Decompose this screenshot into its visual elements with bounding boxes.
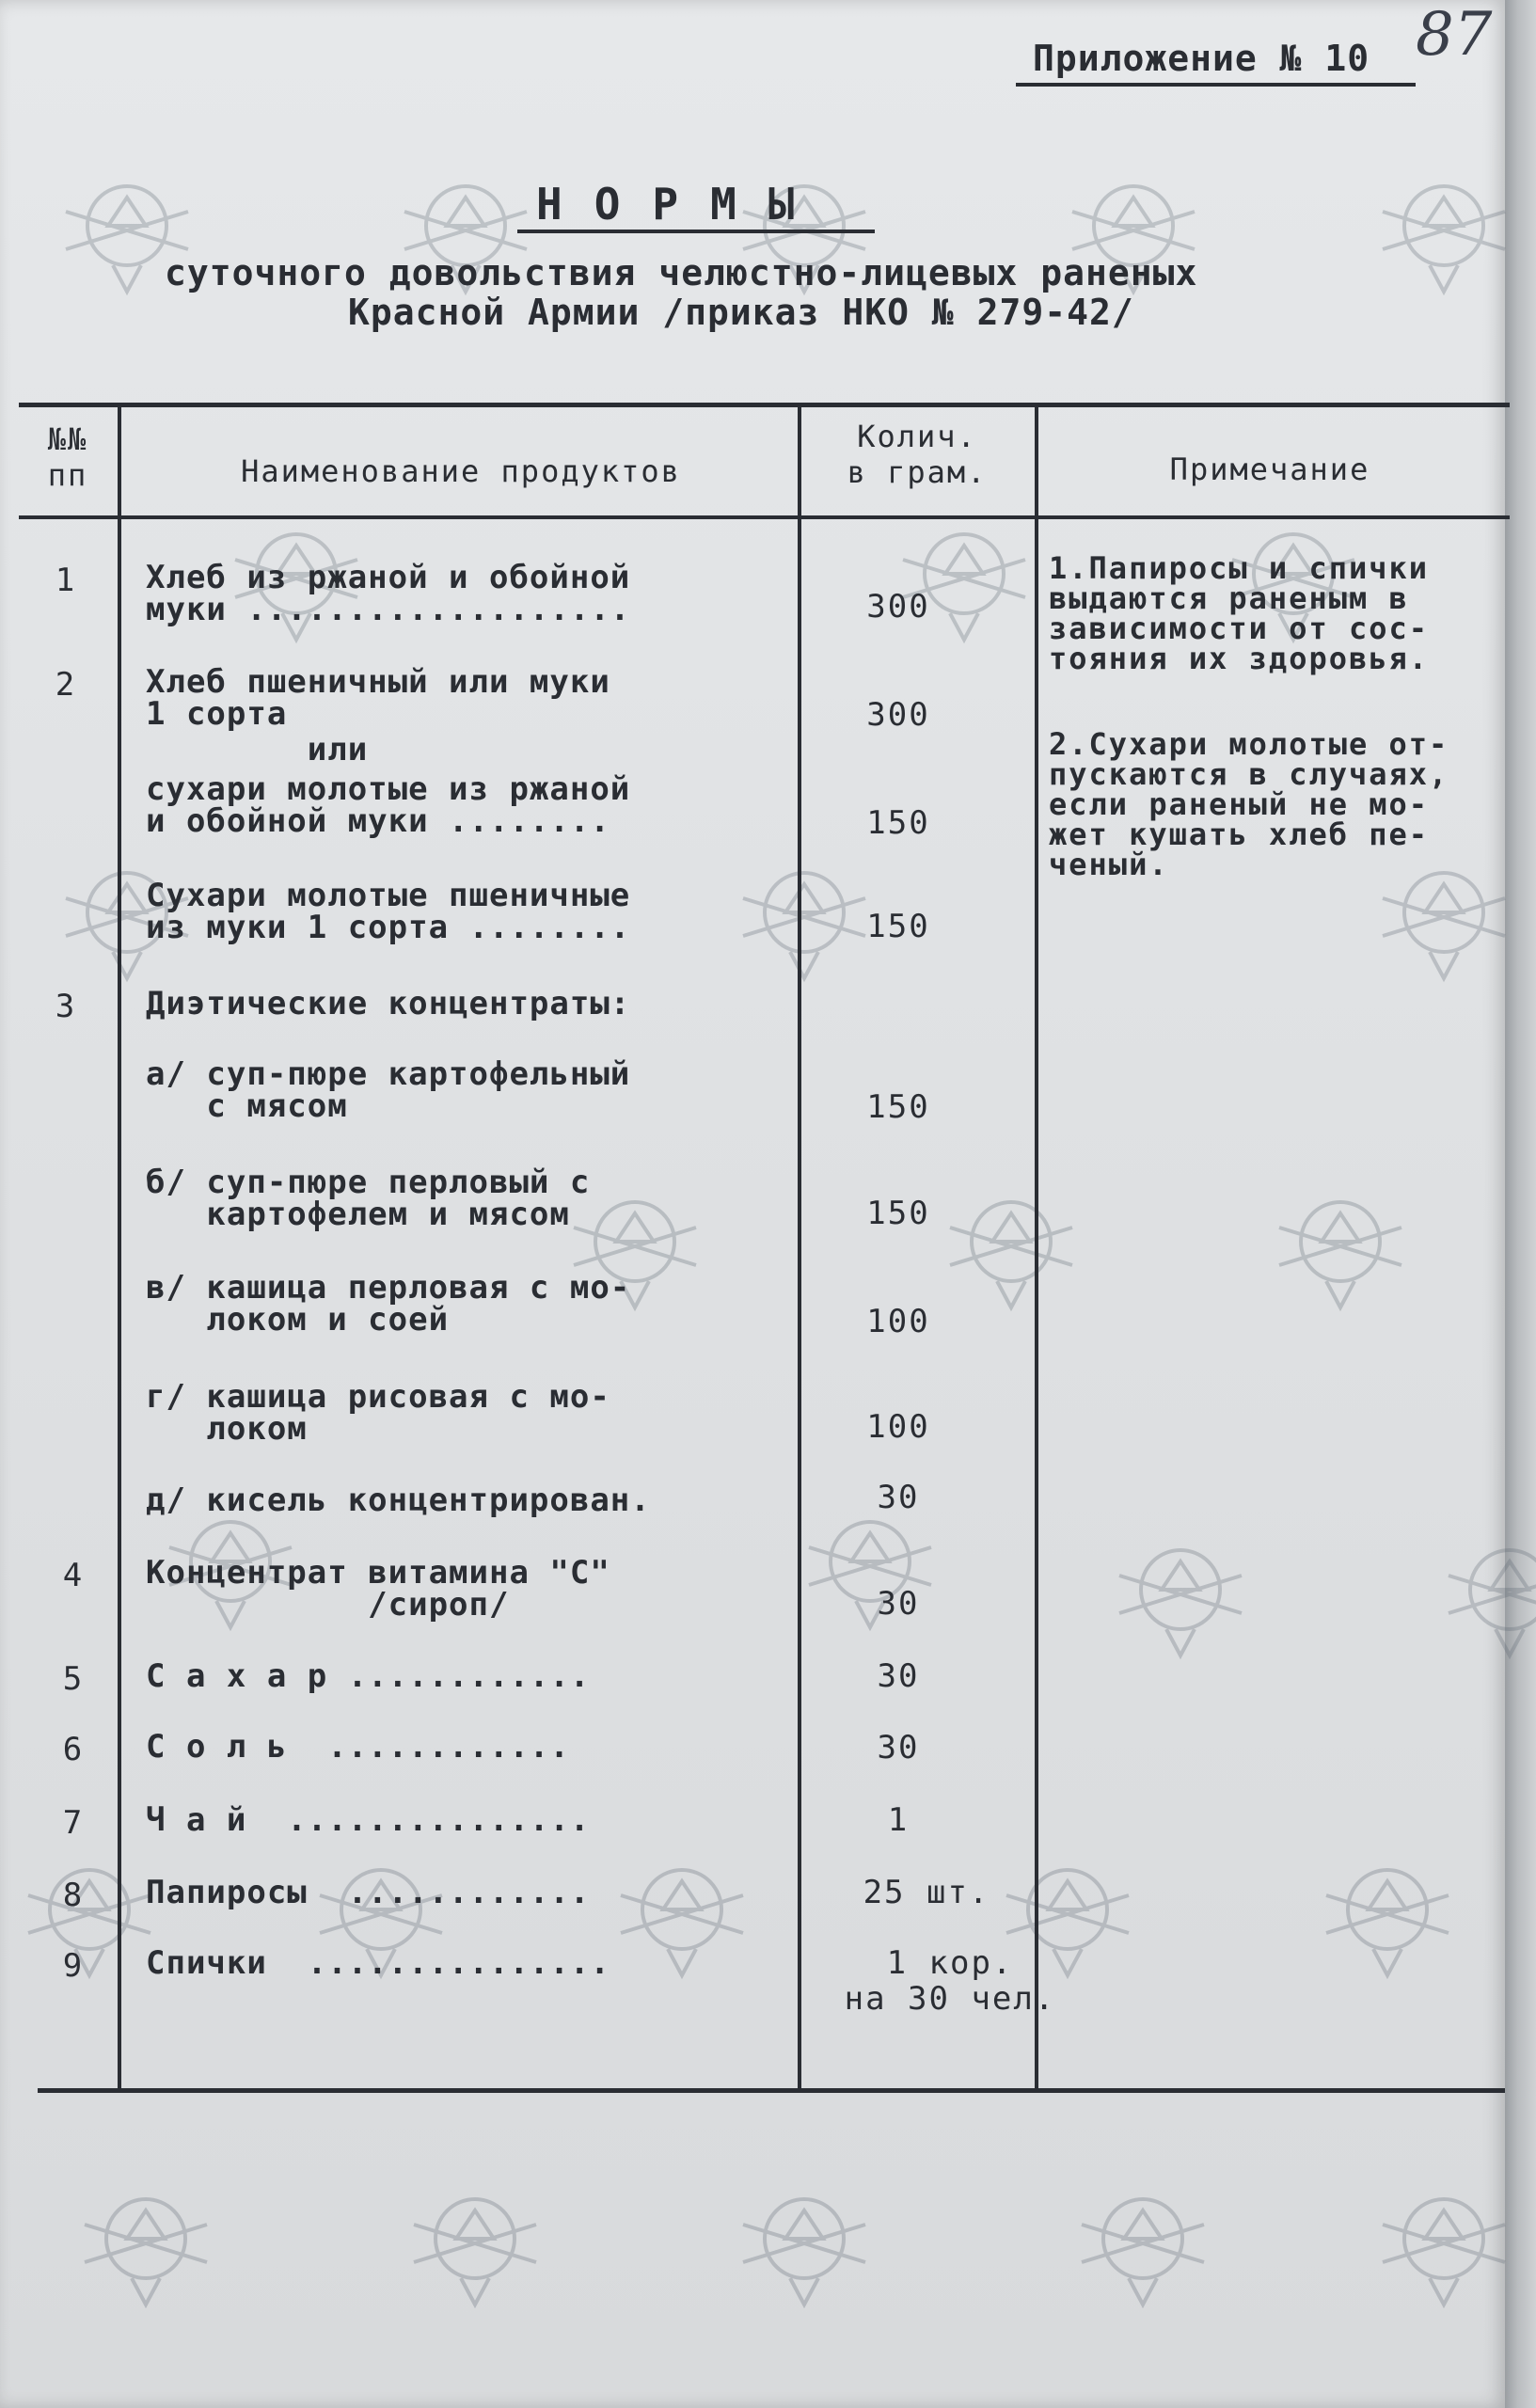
row-2b-name: сухари молотые из ржаной и обойной муки ........ bbox=[146, 770, 631, 840]
row-1-no: 1 bbox=[55, 562, 77, 599]
row-4-name: Концентрат витамина "С" /сироп/ bbox=[146, 1554, 610, 1624]
column-divider-qty bbox=[1035, 403, 1038, 2091]
row-9-no: 9 bbox=[62, 1947, 85, 1985]
archive-emblem-icon bbox=[1373, 2173, 1514, 2314]
table-top-border bbox=[19, 403, 1510, 407]
row-7-no: 7 bbox=[62, 1804, 85, 1842]
row-1-qty: 300 bbox=[866, 588, 930, 626]
archive-emblem-icon bbox=[75, 2173, 216, 2314]
row-2b-qty: 150 bbox=[866, 804, 930, 842]
row-7-qty: 1 bbox=[887, 1801, 910, 1839]
row-5-no: 5 bbox=[62, 1660, 85, 1698]
subtitle-line-2: Красной Армии /приказ НКО № 279-42/ bbox=[348, 292, 1134, 333]
subtitle-line-1: суточного довольствия челюстно-лицевых раненых bbox=[165, 252, 1198, 293]
archive-emblem-icon bbox=[404, 2173, 546, 2314]
column-divider-no bbox=[118, 403, 121, 2091]
row-3d-qty: 100 bbox=[866, 1408, 930, 1446]
archive-emblem-icon bbox=[1439, 1524, 1536, 1665]
row-2c-name: Сухари молотые пшеничные из муки 1 сорта ........ bbox=[146, 877, 631, 946]
archive-emblem-icon bbox=[611, 1844, 752, 1985]
row-8-no: 8 bbox=[62, 1877, 85, 1914]
row-2-or: или bbox=[146, 731, 369, 768]
row-8-qty: 25 шт. bbox=[863, 1874, 990, 1911]
archive-emblem-icon bbox=[1110, 1524, 1251, 1665]
page-edge bbox=[1505, 0, 1536, 2408]
appendix-label: Приложение № 10 bbox=[1033, 38, 1370, 79]
archive-emblem-icon bbox=[894, 508, 1035, 649]
row-6-no: 6 bbox=[62, 1731, 85, 1768]
archive-emblem-icon bbox=[1317, 1844, 1458, 1985]
appendix-underline bbox=[1016, 83, 1416, 87]
row-3e-qty: 30 bbox=[877, 1479, 920, 1516]
row-3b-qty: 150 bbox=[866, 1195, 930, 1232]
row-5-name: С а х а р ............ bbox=[146, 1657, 591, 1695]
row-2-qty: 300 bbox=[866, 696, 930, 734]
archive-emblem-icon bbox=[1270, 1176, 1411, 1317]
row-7-name: Ч а й ............... bbox=[146, 1801, 591, 1839]
page-number: 87 bbox=[1416, 0, 1493, 70]
page-title: НОРМЫ bbox=[536, 179, 827, 230]
row-9-name: Спички ............... bbox=[146, 1944, 610, 1982]
row-3a-name: а/ суп-пюре картофельный с мясом bbox=[146, 1055, 631, 1125]
row-1-name: Хлеб из ржаной и обойной муки ................... bbox=[146, 559, 631, 628]
row-2-no: 2 bbox=[55, 666, 77, 704]
title-underline bbox=[517, 230, 875, 233]
row-9-qty: 1 кор. на 30 чел. bbox=[844, 1944, 1056, 2018]
archive-emblem-icon bbox=[1373, 160, 1514, 301]
row-8-name: Папиросы ............ bbox=[146, 1874, 591, 1911]
row-3a-qty: 150 bbox=[866, 1088, 930, 1126]
row-6-qty: 30 bbox=[877, 1729, 920, 1766]
row-4-no: 4 bbox=[62, 1557, 85, 1594]
archive-emblem-icon bbox=[734, 2173, 875, 2314]
table-bottom-border bbox=[38, 2088, 1505, 2093]
row-3d-name: г/ кашица рисовая с мо- локом bbox=[146, 1378, 610, 1448]
table-header-border bbox=[19, 515, 1510, 519]
row-6-name: С о л ь ............ bbox=[146, 1728, 570, 1766]
row-3c-qty: 100 bbox=[866, 1303, 930, 1340]
header-name: Наименование продуктов bbox=[241, 453, 681, 489]
note-2: 2.Сухари молотые от- пускаются в случаях, если раненый не мо- жет кушать хлеб пе- ченый. bbox=[1049, 726, 1449, 882]
row-3e-name: д/ кисель концентрирован. bbox=[146, 1481, 651, 1519]
row-3b-name: б/ суп-пюре перловый с картофелем и мясом bbox=[146, 1164, 591, 1233]
row-3c-name: в/ кашица перловая с мо- локом и соей bbox=[146, 1269, 631, 1339]
row-2c-qty: 150 bbox=[866, 908, 930, 945]
header-qty: Колич. в грам. bbox=[847, 419, 988, 490]
row-3-name: Диэтические концентраты: bbox=[146, 985, 631, 1022]
row-4-qty: 30 bbox=[877, 1585, 920, 1623]
header-note: Примечание bbox=[1169, 452, 1370, 487]
header-no: №№ пп bbox=[47, 421, 88, 493]
row-3-no: 3 bbox=[55, 988, 77, 1025]
row-5-qty: 30 bbox=[877, 1657, 920, 1695]
note-1: 1.Папиросы и спички выдаются раненым в зависимости от сос- тояния их здоровья. bbox=[1049, 550, 1430, 676]
row-2-name: Хлеб пшеничный или муки 1 сорта bbox=[146, 663, 610, 733]
archive-emblem-icon bbox=[1072, 2173, 1213, 2314]
